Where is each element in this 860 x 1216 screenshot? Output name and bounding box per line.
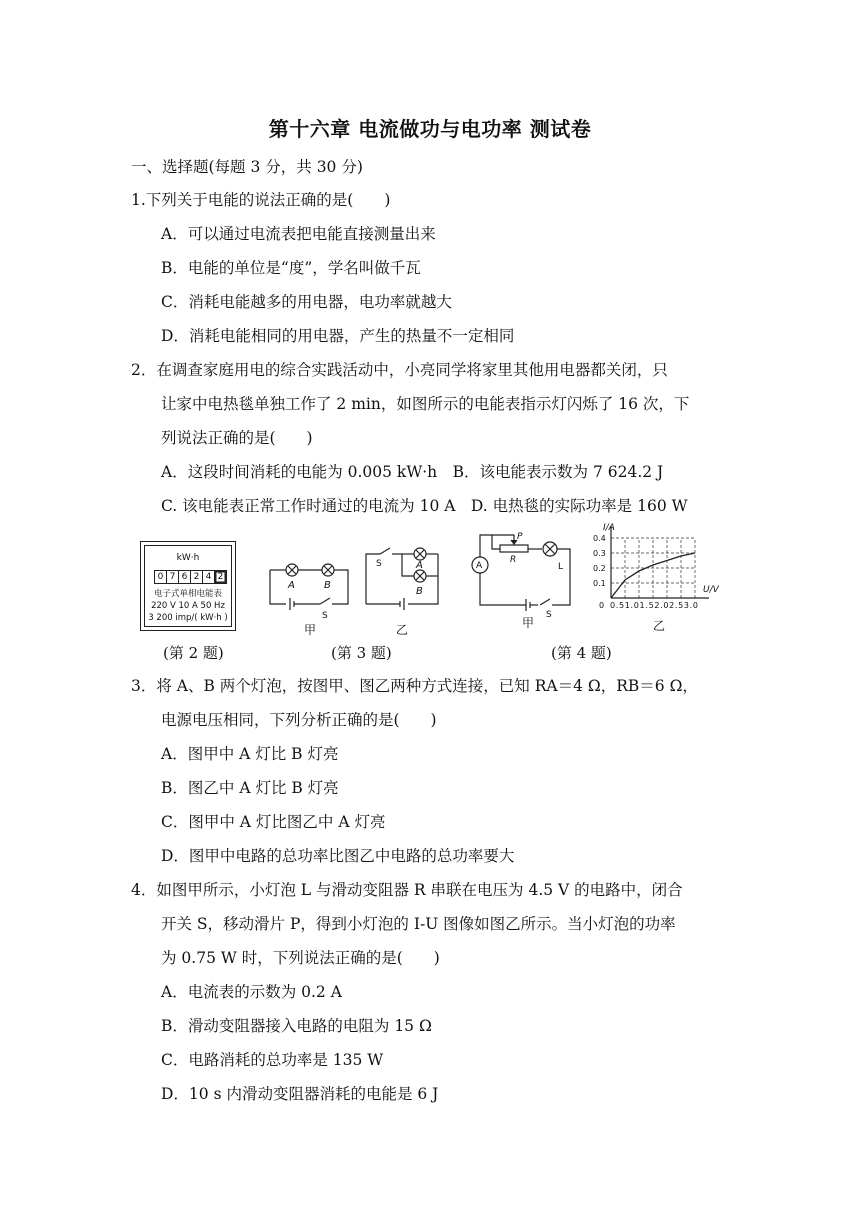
q2-options-cd: C. 该电能表正常工作时通过的电流为 10 A D. 电热毯的实际功率是 160 W	[161, 497, 688, 515]
meter-digit: 7	[166, 570, 179, 584]
meter-unit: kW·h	[176, 553, 200, 563]
x-axis-label: U/V	[703, 585, 719, 595]
label-yi: 乙	[653, 619, 666, 633]
label-jia: 甲	[522, 616, 535, 630]
q1-option-a: A．可以通过电流表把电能直接测量出来	[161, 225, 436, 243]
caption-q3: (第 3 题)	[331, 644, 392, 662]
q4-stem-1: 4．如图甲所示，小灯泡 L 与滑动变阻器 R 串联在电压为 4.5 V 的电路中，闭合	[131, 881, 683, 899]
electric-meter-figure	[140, 541, 236, 631]
label-b: B	[416, 586, 423, 597]
q2-stem-3: 列说法正确的是( )	[161, 429, 313, 447]
q4-option-c: C．电路消耗的总功率是 135 W	[161, 1051, 384, 1069]
label-r: R	[510, 555, 517, 565]
meter-digit-decimal: 2	[214, 570, 227, 584]
section-heading: 一、选择题(每题 3 分，共 30 分)	[131, 158, 363, 176]
ammeter-label: A	[476, 561, 483, 571]
caption-q2: (第 2 题)	[163, 644, 224, 662]
label-switch: S	[376, 559, 382, 569]
meter-type: 电子式单相电能表	[153, 589, 222, 599]
y-axis-label: I/A	[603, 523, 615, 533]
meter-digit: 4	[202, 570, 215, 584]
q3-option-b: B．图乙中 A 灯比 B 灯亮	[161, 779, 339, 797]
caption-q4: (第 4 题)	[551, 644, 612, 662]
meter-digit: 6	[178, 570, 191, 584]
q4-option-d: D．10 s 内滑动变阻器消耗的电能是 6 J	[161, 1085, 439, 1103]
iu-graph	[585, 518, 725, 638]
meter-digit: 2	[190, 570, 203, 584]
q4-circuit-figure	[470, 525, 605, 635]
y-tick-label: 0.1	[593, 579, 606, 588]
q4-option-a: A．电流表的示数为 0.2 A	[161, 983, 342, 1001]
q3-option-a: A．图甲中 A 灯比 B 灯亮	[161, 745, 339, 763]
meter-constant: 3 200 imp/( kW·h )	[148, 613, 228, 623]
q2-stem-1: 2．在调查家庭用电的综合实践活动中，小亮同学将家里其他用电器都关闭，只	[131, 361, 668, 379]
q3-stem-2: 电源电压相同，下列分析正确的是( )	[161, 711, 437, 729]
meter-digits	[154, 570, 226, 584]
q3-option-c: C．图甲中 A 灯比图乙中 A 灯亮	[161, 813, 386, 831]
label-b: B	[324, 580, 331, 591]
page-title: 第十六章 电流做功与电功率 测试卷	[268, 117, 592, 141]
q3-circuits-figure	[262, 540, 462, 640]
origin-label: 0	[599, 601, 605, 610]
y-tick-label: 0.2	[593, 564, 606, 573]
q2-stem-2: 让家中电热毯单独工作了 2 min，如图所示的电能表指示灯闪烁了 16 次，下	[161, 395, 690, 413]
q4-stem-3: 为 0.75 W 时，下列说法正确的是( )	[161, 949, 440, 967]
q2-options-ab: A．这段时间消耗的电能为 0.005 kW·h B．该电能表示数为 7 624.2 J	[161, 463, 664, 481]
y-tick-label: 0.4	[593, 534, 606, 543]
x-tick-labels: 0.51.01.52.02.53.0	[610, 601, 698, 610]
rheostat-symbol	[500, 545, 528, 552]
q1-stem: 1.下列关于电能的说法正确的是( )	[131, 191, 391, 209]
label-switch: S	[322, 611, 328, 621]
label-yi: 乙	[396, 623, 409, 637]
q3-option-d: D．图甲中电路的总功率比图乙中电路的总功率要大	[161, 847, 515, 865]
meter-rating: 220 V 10 A 50 Hz	[151, 601, 225, 611]
y-tick-label: 0.3	[593, 549, 606, 558]
q4-option-b: B．滑动变阻器接入电路的电阻为 15 Ω	[161, 1017, 432, 1035]
q4-stem-2: 开关 S，移动滑片 P，得到小灯泡的 I-U 图像如图乙所示。当小灯泡的功率	[161, 915, 676, 933]
q1-option-b: B．电能的单位是“度”，学名叫做千瓦	[161, 259, 421, 277]
q1-option-c: C．消耗电能越多的用电器，电功率就越大	[161, 293, 452, 311]
q1-option-d: D．消耗电能相同的用电器，产生的热量不一定相同	[161, 327, 515, 345]
label-p: P	[517, 532, 523, 542]
label-l: L	[558, 562, 564, 572]
meter-digit: 0	[154, 570, 167, 584]
q3-stem-1: 3．将 A、B 两个灯泡，按图甲、图乙两种方式连接，已知 RA＝4 Ω，RB＝6 Ω，	[131, 677, 698, 695]
label-a: A	[288, 580, 295, 591]
label-a: A	[416, 560, 423, 571]
label-jia: 甲	[304, 623, 317, 637]
label-switch: S	[546, 610, 552, 620]
